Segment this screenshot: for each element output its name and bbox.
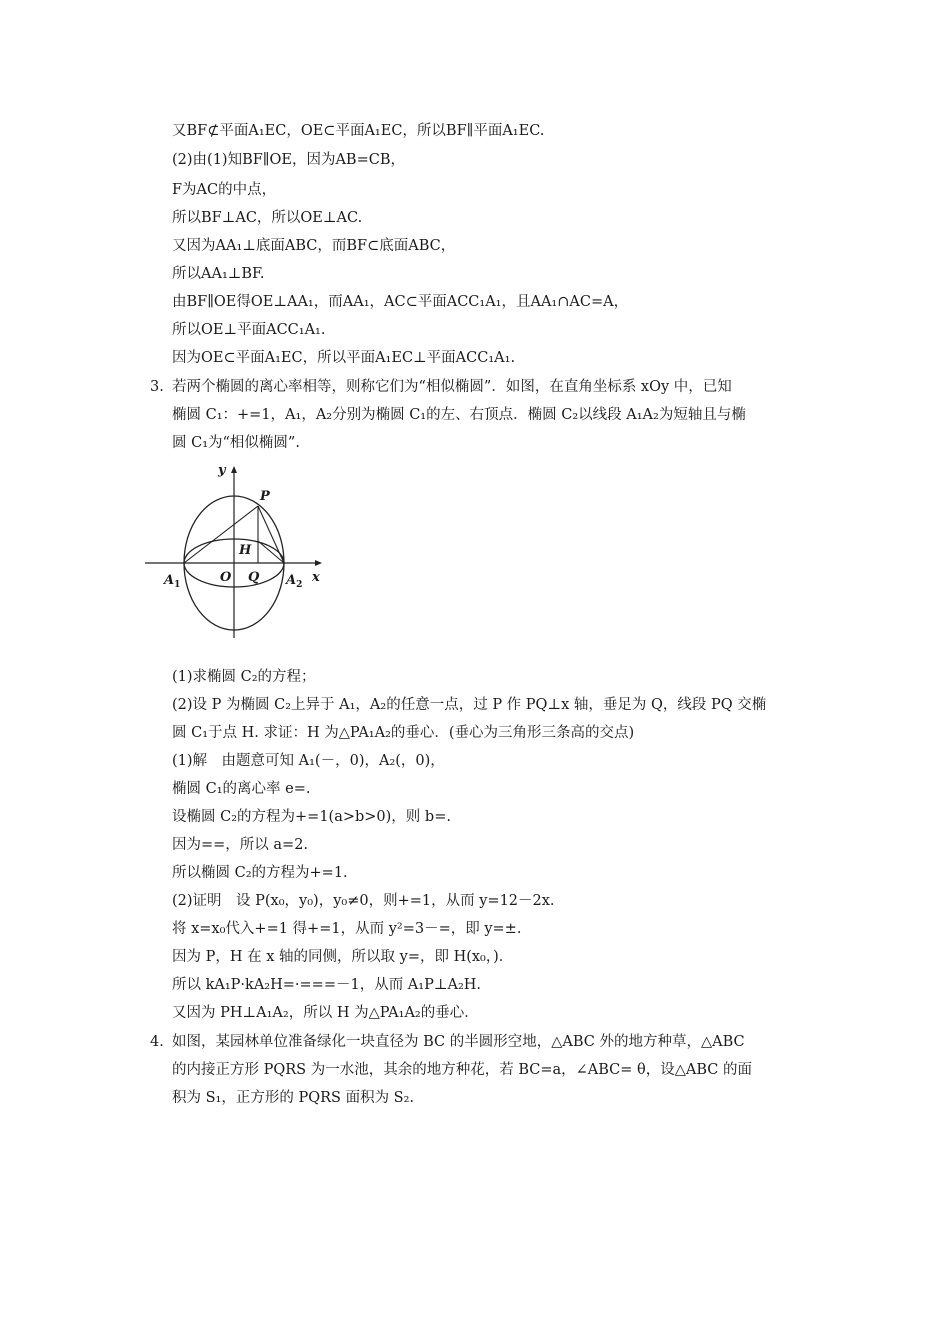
problem3-body-13: 又因为 PH⊥A₁A₂，所以 H 为△PA₁A₂的垂心．: [172, 1005, 479, 1021]
x-axis-arrow: [315, 560, 322, 566]
problem4-line-3: 积为 S₁，正方形的 PQRS 面积为 S₂.: [172, 1090, 415, 1106]
problem3-body-7: 因为==，所以 a=2.: [172, 837, 309, 853]
problem3-body-1: (1)求椭圆 C₂的方程；: [172, 669, 316, 685]
proof-line-6: 所以AA₁⊥BF.: [172, 266, 265, 282]
segment-ha2: [258, 541, 284, 563]
proof-line-9: 因为OE⊂平面A₁EC，所以平面A₁EC⊥平面ACC₁A₁.: [172, 350, 516, 366]
ellipse-diagram: [140, 462, 330, 640]
problem3-number: 3.: [150, 379, 164, 395]
problem3-body-11: 因为 P，H 在 x 轴的同侧，所以取 y=，即 H(x₀，)．: [172, 949, 514, 965]
label-h: H: [239, 543, 252, 558]
problem3-text-1: 若两个椭圆的离心率相等，则称它们为“相似椭圆”．如图，在直角坐标系 xOy 中，已知: [172, 379, 732, 395]
problem3-body-10: 将 x=x₀代入+=1 得+=1，从而 y²=3－=，即 y=±.: [172, 921, 522, 937]
problem3-line-1: [150, 377, 732, 397]
proof-line-7: 由BF∥OE得OE⊥AA₁，而AA₁，AC⊂平面ACC₁A₁，且AA₁∩AC=A，: [172, 294, 629, 310]
problem4-line-1: [150, 1032, 745, 1052]
problem3-line-3: 圆 C₁为“相似椭圆”.: [172, 435, 300, 451]
proof-line-1: 又BF⊄平面A₁EC，OE⊂平面A₁EC，所以BF∥平面A₁EC.: [172, 123, 545, 139]
label-y: y: [218, 463, 226, 478]
problem3-body-6: 设椭圆 C₂的方程为+=1(a>b>0)，则 b=.: [172, 809, 451, 825]
problem3-body-9: (2)证明 设 P(x₀，y₀)，y₀≠0，则+=1，从而 y=12－2x.: [172, 893, 555, 909]
proof-line-5: 又因为AA₁⊥底面ABC，而BF⊂底面ABC，: [172, 238, 456, 254]
problem3-body-2: (2)设 P 为椭圆 C₂上异于 A₁，A₂的任意一点，过 P 作 PQ⊥x 轴，垂足为 Q，线段 PQ 交椭: [172, 697, 767, 713]
label-p: P: [260, 489, 270, 504]
problem3-body-5: 椭圆 C₁的离心率 e=.: [172, 781, 311, 797]
ellipse-figure: [140, 462, 330, 640]
label-a1: $A_1$: [164, 573, 181, 590]
proof-line-3: F为AC的中点，: [172, 182, 277, 198]
problem4-line-2: 的内接正方形 PQRS 为一水池，其余的地方种花，若 BC=a，∠ABC= θ，设△ABC 的面: [172, 1062, 753, 1078]
proof-line-4: 所以BF⊥AC，所以OE⊥AC.: [172, 210, 363, 226]
label-o: O: [220, 570, 232, 585]
problem4-number: 4．: [150, 1034, 174, 1050]
y-axis-arrow: [231, 466, 237, 473]
label-x: x: [312, 570, 320, 585]
problem4-text-1: 如图，某园林单位准备绿化一块直径为 BC 的半圆形空地，△ABC 外的地方种草，△ABC: [172, 1034, 745, 1050]
label-a2: $A_2$: [286, 573, 303, 590]
label-q: Q: [248, 570, 260, 585]
problem3-line-2: 椭圆 C₁：+=1，A₁，A₂分别为椭圆 C₁的左、右顶点．椭圆 C₂以线段 A₁A₂为短轴且与椭: [172, 407, 746, 423]
proof-line-2: (2)由(1)知BF∥OE，因为AB=CB，: [172, 152, 405, 168]
problem3-body-3: 圆 C₁于点 H. 求证：H 为△PA₁A₂的垂心．(垂心为三角形三条高的交点): [172, 725, 635, 741]
proof-line-8: 所以OE⊥平面ACC₁A₁.: [172, 322, 326, 338]
problem3-body-8: 所以椭圆 C₂的方程为+=1.: [172, 865, 348, 881]
problem3-body-12: 所以 kA₁P·kA₂H=·===－1，从而 A₁P⊥A₂H.: [172, 977, 482, 993]
problem3-body-4: (1)解 由题意可知 A₁(－，0)，A₂(，0)，: [172, 753, 445, 769]
